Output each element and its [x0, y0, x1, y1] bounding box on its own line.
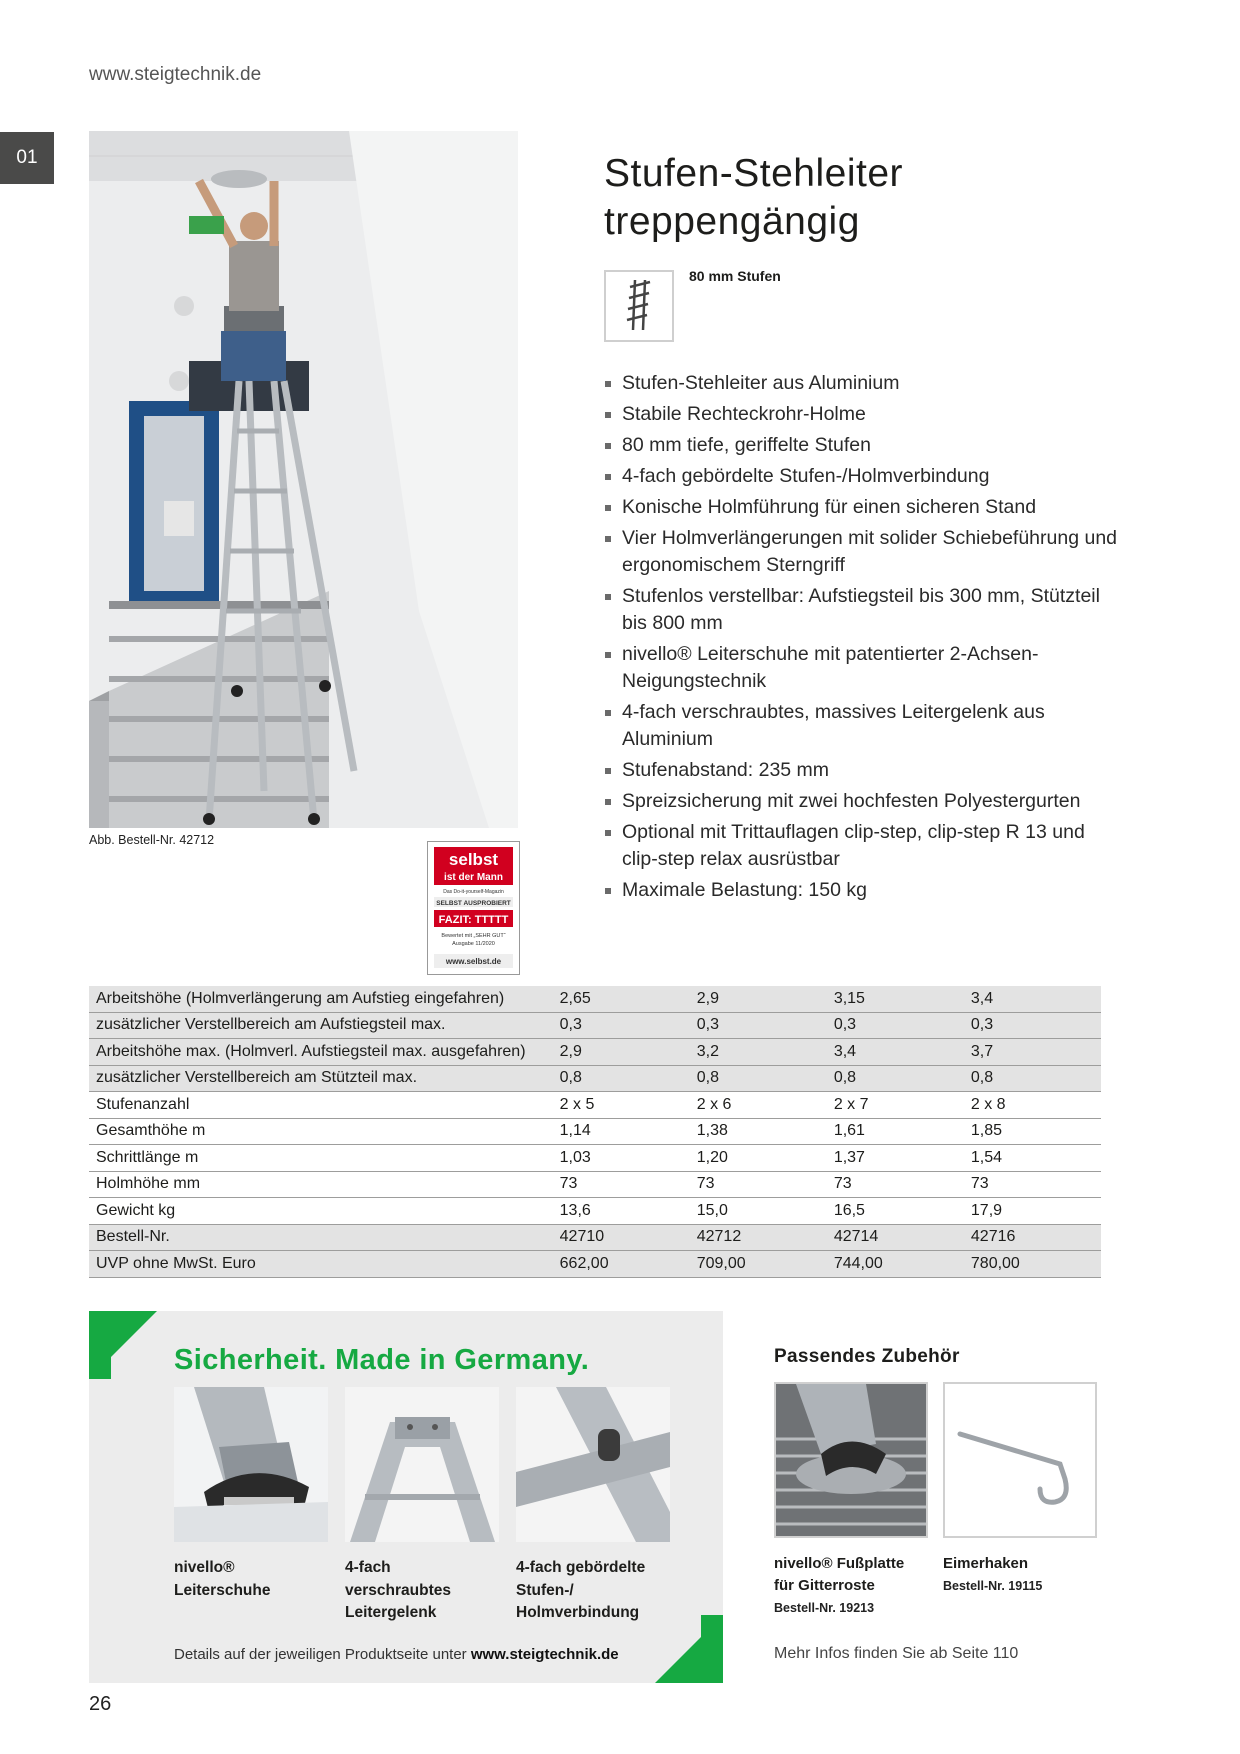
- row-label: Stufenanzahl: [89, 1092, 553, 1119]
- table-cell: 42712: [690, 1224, 827, 1251]
- table-cell: 2 x 6: [690, 1092, 827, 1119]
- photo-caption: Abb. Bestell-Nr. 42712: [89, 833, 215, 847]
- feature-item: Optional mit Trittauflagen clip-step, clip-step R 13 und clip-step relax ausrüstbar: [604, 819, 1124, 873]
- product-title: [604, 150, 903, 246]
- table-cell: 15,0: [690, 1198, 827, 1225]
- accessories-title: Passendes Zubehör: [774, 1346, 960, 1367]
- table-cell: 0,8: [690, 1065, 827, 1092]
- feature-item: 4-fach gebördelte Stufen-/Holmverbindung: [604, 463, 1124, 490]
- table-cell: 0,8: [827, 1065, 964, 1092]
- table-cell: 1,03: [553, 1145, 690, 1172]
- order-number: Bestell-Nr. 19213: [774, 1601, 875, 1615]
- row-label: Holmhöhe mm: [89, 1171, 553, 1198]
- table-cell: 3,2: [690, 1039, 827, 1066]
- feature-caption-leiterschuhe: nivello® Leiterschuhe: [174, 1559, 271, 1599]
- table-cell: 3,4: [964, 986, 1101, 1012]
- table-cell: 1,20: [690, 1145, 827, 1172]
- table-row: [89, 1224, 1101, 1251]
- table-row: [89, 1198, 1101, 1225]
- table-row: [89, 1039, 1101, 1066]
- accessories-footer: Mehr Infos finden Sie ab Seite 110: [774, 1645, 1019, 1662]
- svg-text:Das Do-it-yourself-Magazin: Das Do-it-yourself-Magazin: [443, 889, 504, 895]
- row-label: zusätzlicher Verstellbereich am Stützteil max.: [89, 1065, 553, 1092]
- table-row: [89, 1092, 1101, 1119]
- ladder-steps-icon: [604, 270, 674, 342]
- table-cell: 3,7: [964, 1039, 1101, 1066]
- feature-item: Stufenlos verstellbar: Aufstiegsteil bis 300 mm, Stützteil bis 800 mm: [604, 583, 1124, 637]
- spec-table: [89, 986, 1101, 1278]
- accessory-fussplatte: nivello® Fußplatte für Gitterroste Bestell-Nr. 19213: [774, 1553, 904, 1619]
- table-cell: 2,9: [690, 986, 827, 1012]
- feature-item: Stufenabstand: 235 mm: [604, 757, 1124, 784]
- table-cell: 1,85: [964, 1118, 1101, 1145]
- table-cell: 0,3: [827, 1012, 964, 1039]
- feature-item: 80 mm tiefe, geriffelte Stufen: [604, 432, 1124, 459]
- feature-item: Stufen-Stehleiter aus Aluminium: [604, 370, 1124, 397]
- product-title-line-1: Stufen-Stehleiter: [604, 152, 904, 195]
- table-cell: 17,9: [964, 1198, 1101, 1225]
- table-cell: 1,14: [553, 1118, 690, 1145]
- feature-item: Spreizsicherung mit zwei hochfesten Polyestergurten: [604, 788, 1124, 815]
- feature-item: Vier Holmverlängerungen mit solider Schiebeführung und ergonomischem Sterngriff: [604, 525, 1124, 579]
- table-cell: 3,15: [827, 986, 964, 1012]
- chapter-tab: 01: [0, 132, 54, 184]
- holmverbindung-image: [516, 1387, 670, 1542]
- row-label: Gesamthöhe m: [89, 1118, 553, 1145]
- table-cell: 709,00: [690, 1251, 827, 1278]
- table-cell: 0,3: [964, 1012, 1101, 1039]
- table-cell: 2 x 7: [827, 1092, 964, 1119]
- svg-text:www.selbst.de: www.selbst.de: [445, 957, 502, 966]
- table-cell: 73: [827, 1171, 964, 1198]
- table-cell: 2,9: [553, 1039, 690, 1066]
- stairway-ladder-illustration: [89, 131, 518, 828]
- table-cell: 73: [964, 1171, 1101, 1198]
- row-label: Arbeitshöhe max. (Holmverl. Aufstiegsteil max. ausgefahren): [89, 1039, 553, 1066]
- table-cell: 744,00: [827, 1251, 964, 1278]
- table-cell: 2 x 5: [553, 1092, 690, 1119]
- feature-list: [604, 370, 1124, 908]
- table-cell: 42714: [827, 1224, 964, 1251]
- svg-text:selbst: selbst: [448, 850, 499, 869]
- accessory-eimerhaken: Eimerhaken Bestell-Nr. 19115: [943, 1553, 1042, 1597]
- table-row: [89, 1118, 1101, 1145]
- table-cell: 42716: [964, 1224, 1101, 1251]
- table-cell: 73: [690, 1171, 827, 1198]
- table-cell: 1,54: [964, 1145, 1101, 1172]
- eimerhaken-image: [943, 1382, 1097, 1538]
- test-seal: [427, 841, 520, 975]
- table-cell: 780,00: [964, 1251, 1101, 1278]
- svg-text:FAZIT: TTTTT: FAZIT: TTTTT: [438, 914, 509, 926]
- feature-item: Stabile Rechteckrohr-Holme: [604, 401, 1124, 428]
- website-url: www.steigtechnik.de: [89, 64, 262, 85]
- table-cell: 1,38: [690, 1118, 827, 1145]
- row-label: zusätzlicher Verstellbereich am Aufstiegsteil max.: [89, 1012, 553, 1039]
- leitergelenk-image: [345, 1387, 499, 1542]
- table-row: [89, 1171, 1101, 1198]
- svg-text:ist der Mann: ist der Mann: [444, 872, 503, 883]
- svg-text:SELBST AUSPROBIERT: SELBST AUSPROBIERT: [436, 900, 511, 907]
- table-cell: 0,3: [553, 1012, 690, 1039]
- row-label: UVP ohne MwSt. Euro: [89, 1251, 553, 1278]
- table-cell: 16,5: [827, 1198, 964, 1225]
- row-label: Bestell-Nr.: [89, 1224, 553, 1251]
- table-cell: 3,4: [827, 1039, 964, 1066]
- panel-headline: Sicherheit. Made in Germany.: [174, 1344, 590, 1376]
- table-row: [89, 1012, 1101, 1039]
- table-cell: 1,37: [827, 1145, 964, 1172]
- table-cell: 73: [553, 1171, 690, 1198]
- table-row: [89, 986, 1101, 1012]
- leiterschuh-image: [174, 1387, 328, 1542]
- feature-item: nivello® Leiterschuhe mit patentierter 2-Achsen-Neigungstechnik: [604, 641, 1124, 695]
- row-label: Schrittlänge m: [89, 1145, 553, 1172]
- page-number: 26: [89, 1693, 112, 1715]
- panel-footer-url[interactable]: www.steigtechnik.de: [470, 1646, 619, 1663]
- table-cell: 13,6: [553, 1198, 690, 1225]
- table-cell: 662,00: [553, 1251, 690, 1278]
- feature-caption-leitergelenk: 4-fach verschraubtes Leitergelenk: [345, 1559, 451, 1621]
- panel-footer: Details auf der jeweiligen Produktseite unter www.steigtechnik.de: [174, 1646, 619, 1663]
- table-cell: 1,61: [827, 1118, 964, 1145]
- selbst-seal-logo: [428, 842, 519, 974]
- table-cell: 2,65: [553, 986, 690, 1012]
- feature-item: 4-fach verschraubtes, massives Leitergelenk aus Aluminium: [604, 699, 1124, 753]
- svg-text:Bewertet mit „SEHR GUT“: Bewertet mit „SEHR GUT“: [441, 933, 506, 939]
- row-label: Gewicht kg: [89, 1198, 553, 1225]
- table-cell: 42710: [553, 1224, 690, 1251]
- fussplatte-image: [774, 1382, 928, 1538]
- step-depth-label: 80 mm Stufen: [689, 268, 781, 284]
- table-cell: 0,3: [690, 1012, 827, 1039]
- table-row: [89, 1251, 1101, 1278]
- feature-caption-holmverbindung: 4-fach gebördelte Stufen-/ Holmverbindung: [516, 1559, 646, 1621]
- hero-photo: [89, 131, 518, 828]
- feature-item: Maximale Belastung: 150 kg: [604, 877, 1124, 904]
- table-cell: 0,8: [964, 1065, 1101, 1092]
- order-number: Bestell-Nr. 19115: [943, 1579, 1043, 1593]
- table-cell: 0,8: [553, 1065, 690, 1092]
- table-cell: 2 x 8: [964, 1092, 1101, 1119]
- feature-item: Konische Holmführung für einen sicheren Stand: [604, 494, 1124, 521]
- product-title-line-2: treppengängig: [604, 200, 860, 243]
- table-row: [89, 1065, 1101, 1092]
- row-label: Arbeitshöhe (Holmverlängerung am Aufstieg eingefahren): [89, 986, 553, 1012]
- svg-text:Ausgabe 11/2020: Ausgabe 11/2020: [452, 941, 495, 947]
- table-row: [89, 1145, 1101, 1172]
